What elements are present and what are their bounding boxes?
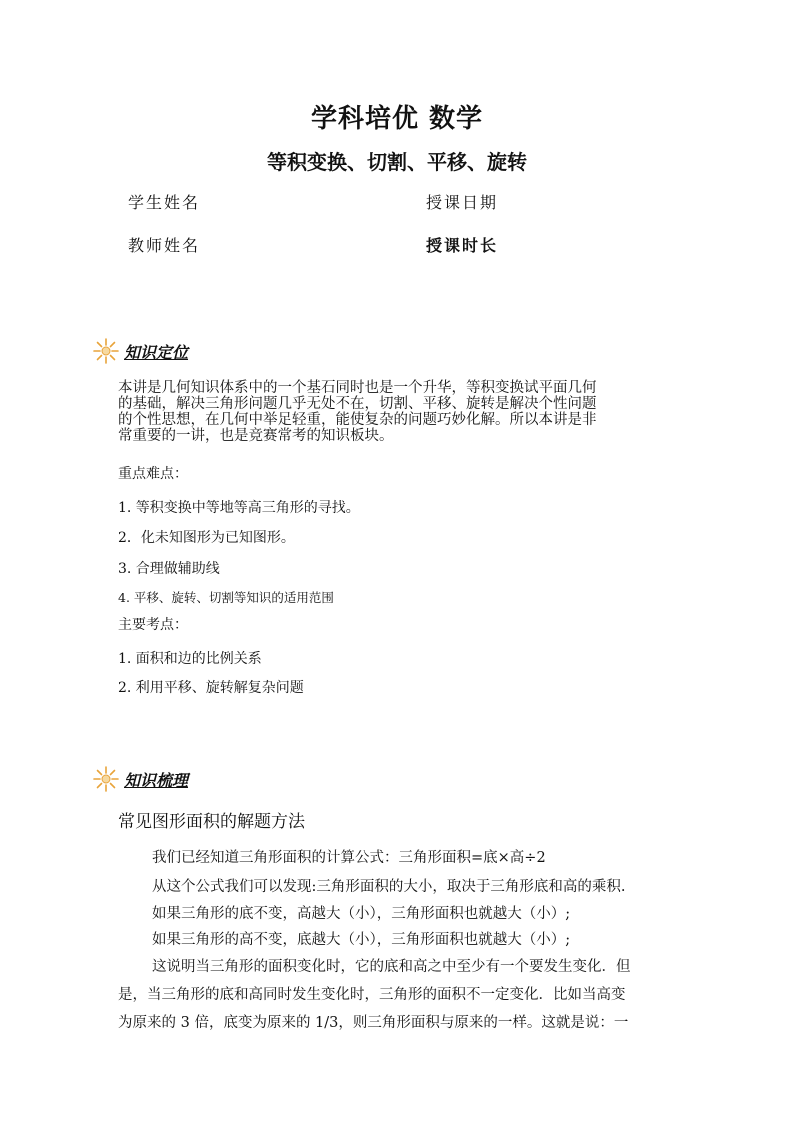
section-heading-knowledge-position: [92, 337, 188, 365]
page-title: 学科培优 数学: [310, 104, 484, 134]
body-line: 是，当三角形的底和高同时发生变化时，三角形的面积不一定变化．比如当高变: [118, 987, 626, 1003]
exam-point-item: 1. 面积和边的比例关系: [118, 651, 262, 667]
body-line: 如果三角形的高不变，底越大（小），三角形面积也就越大（小）;: [152, 932, 571, 948]
section-heading-knowledge-review: [92, 765, 188, 793]
section-heading-label: 知识梳理: [124, 770, 189, 790]
body-line: 这说明当三角形的面积变化时，它的底和高之中至少有一个要发生变化．但: [152, 959, 631, 975]
section-heading-label: 知识定位: [124, 342, 189, 362]
paragraph-line: 的基础，解决三角形问题几乎无处不在，切割、平移、旋转是解决个性问题: [118, 396, 597, 412]
lesson-date-label: 授课日期: [426, 193, 499, 212]
key-point-item: 2．化未知图形为已知图形。: [118, 530, 295, 546]
key-point-item: 4. 平移、旋转、切割等知识的适用范围: [118, 590, 334, 605]
paragraph-line: 本讲是几何知识体系中的一个基石同时也是一个升华，等积变换试平面几何: [118, 380, 597, 396]
sun-icon: [92, 765, 120, 793]
exam-points-label: 主要考点：: [118, 617, 188, 633]
body-line: 为原来的 3 倍，底变为原来的 1/3，则三角形面积与原来的一样。这就是说：一: [118, 1015, 629, 1031]
exam-point-item: 2. 利用平移、旋转解复杂问题: [118, 680, 304, 696]
page-subtitle: 等积变换、切割、平移、旋转: [267, 150, 527, 174]
teacher-name-label: 教师姓名: [128, 236, 201, 255]
sun-icon: [92, 337, 120, 365]
key-point-item: 3. 合理做辅助线: [118, 561, 220, 577]
intro-paragraph: [118, 380, 678, 444]
student-name-label: 学生姓名: [128, 193, 201, 212]
subsection-title: 常见图形面积的解题方法: [118, 812, 305, 832]
paragraph-line: 常重要的一讲，也是竞赛常考的知识板块。: [118, 428, 394, 444]
key-point-item: 1. 等积变换中等地等高三角形的寻找。: [118, 500, 360, 516]
body-line: 我们已经知道三角形面积的计算公式：三角形面积=底×高÷2: [152, 850, 546, 866]
key-points-label: 重点难点：: [118, 466, 188, 482]
paragraph-line: 的个性思想，在几何中举足轻重，能使复杂的问题巧妙化解。所以本讲是非: [118, 412, 597, 428]
body-line: 从这个公式我们可以发现:三角形面积的大小，取决于三角形底和高的乘积.: [152, 879, 626, 895]
body-line: 如果三角形的底不变，高越大（小），三角形面积也就越大（小）;: [152, 906, 571, 922]
lesson-duration-label: 授课时长: [426, 236, 499, 255]
